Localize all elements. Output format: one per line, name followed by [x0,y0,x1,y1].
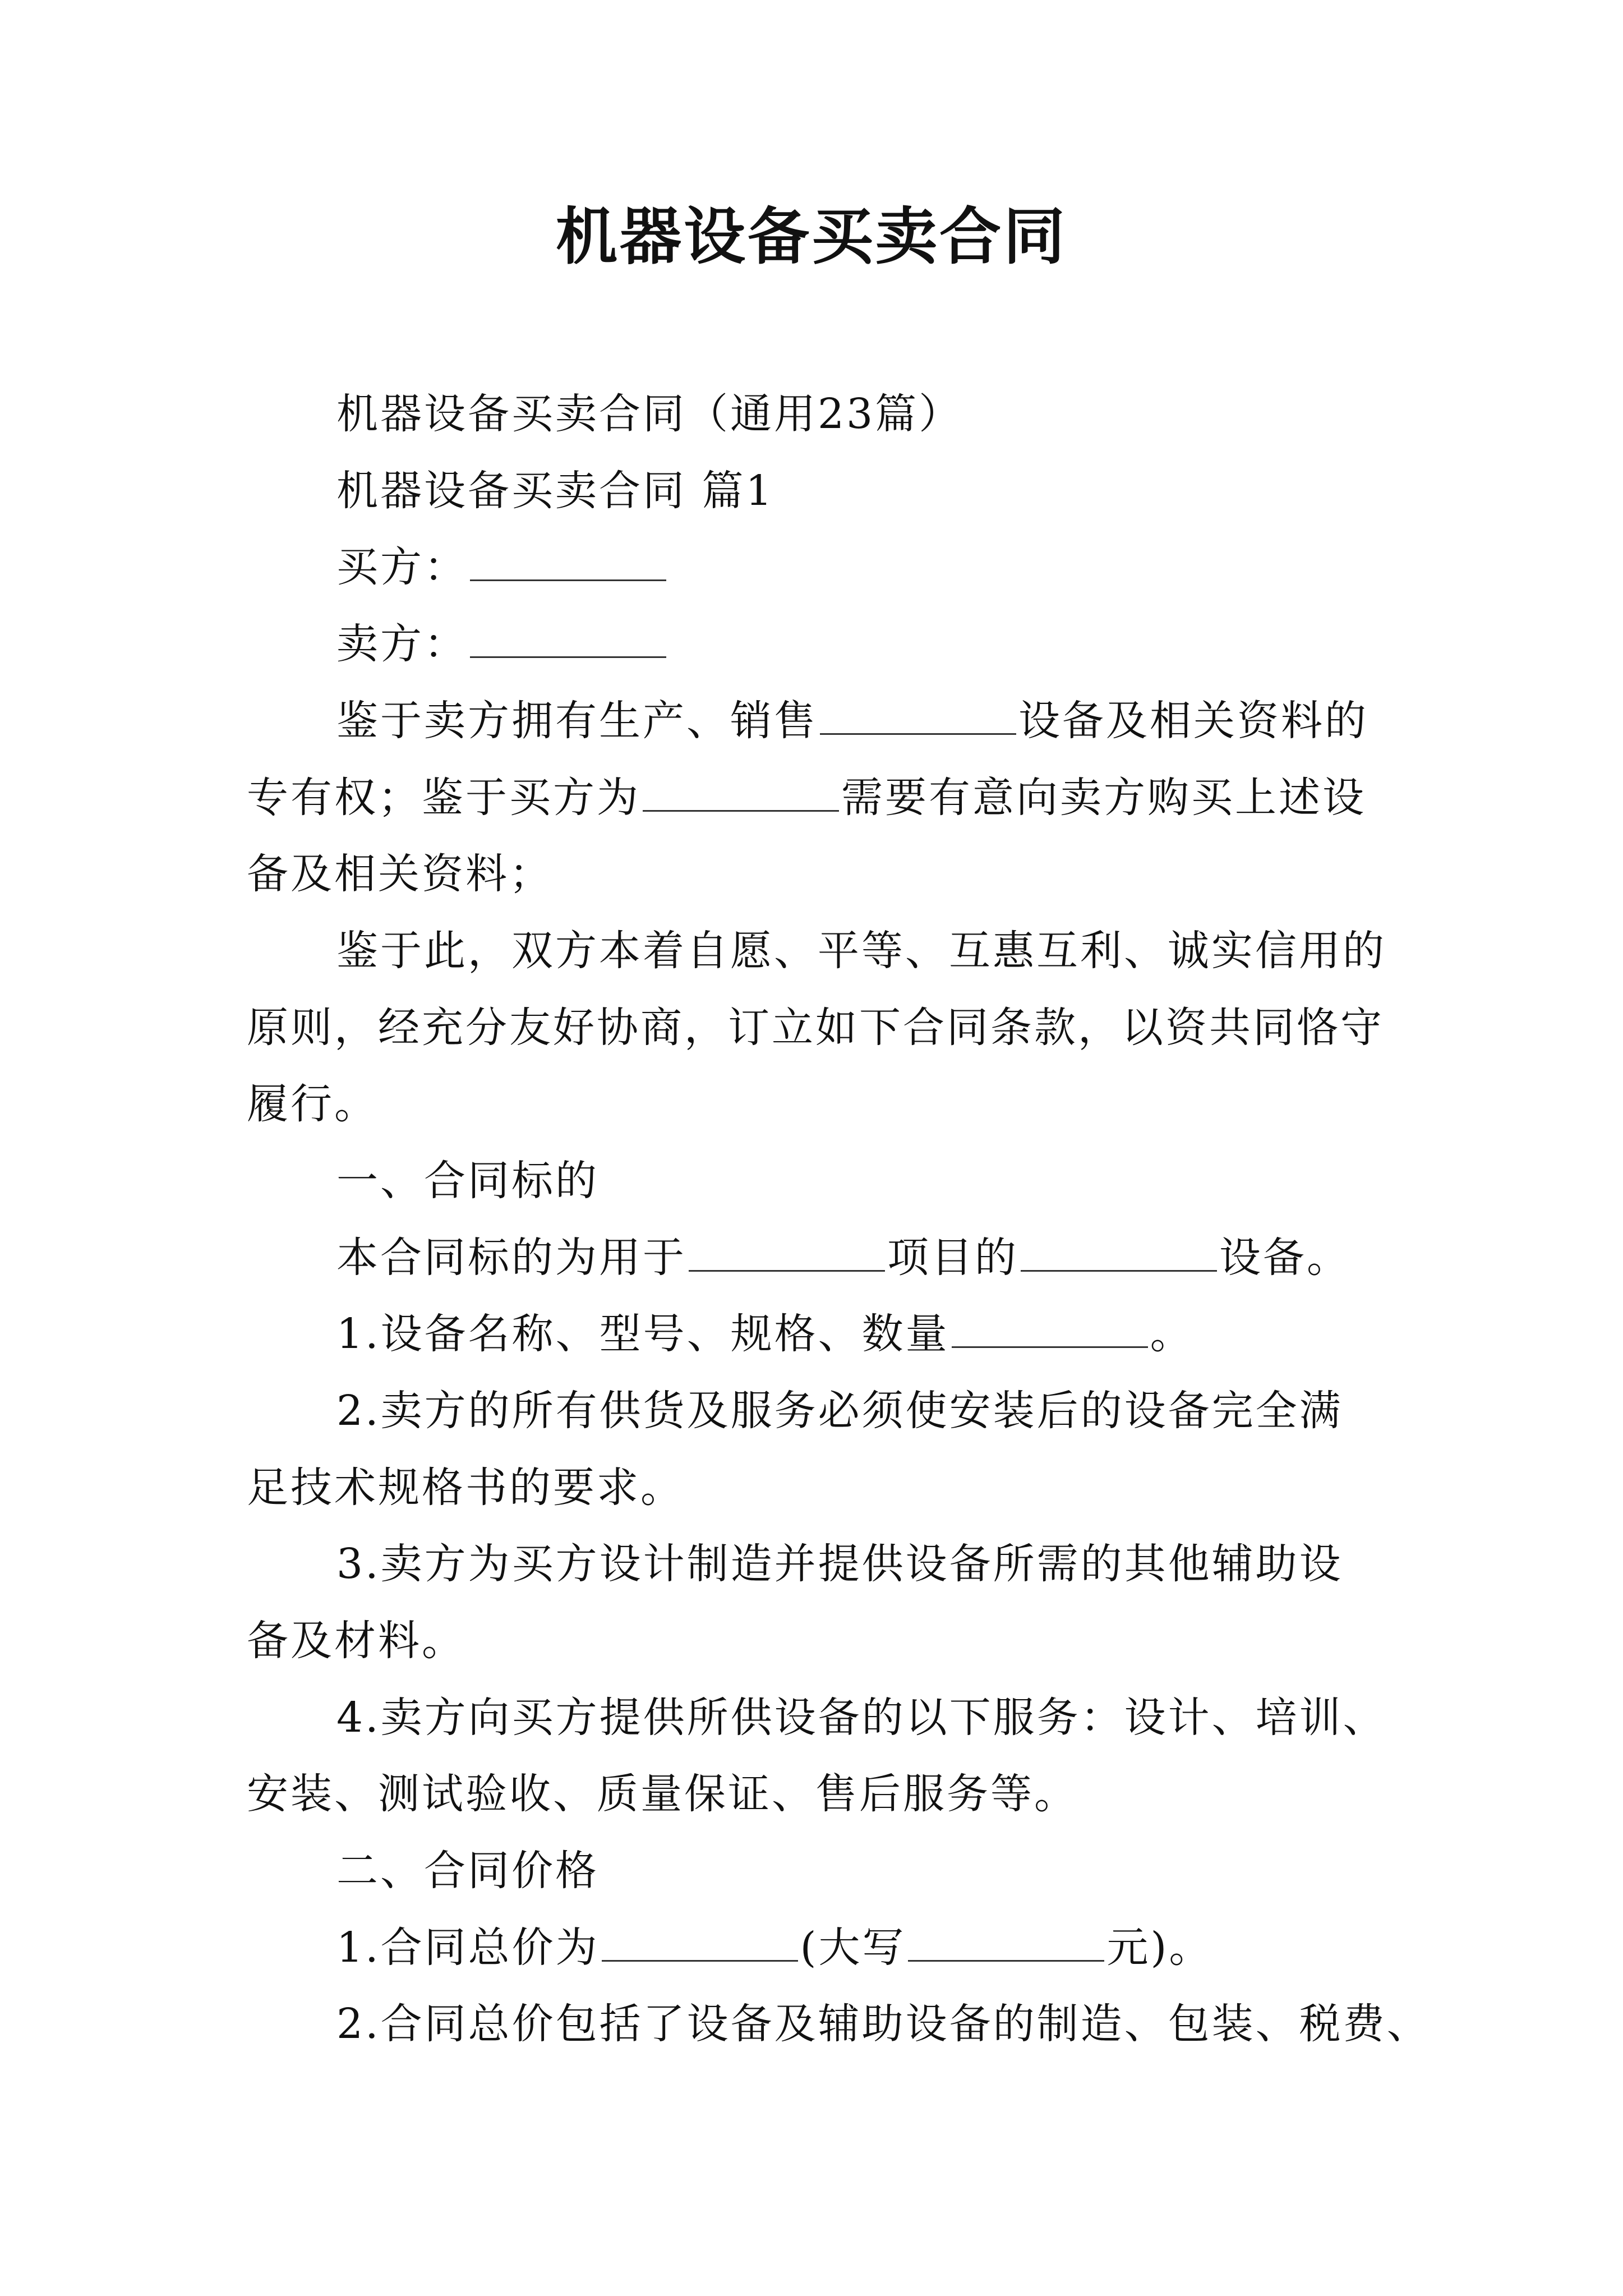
text-segment: 项目的 [887,1234,1018,1282]
paragraph-line [247,1766,1078,1822]
text-segment: 3.卖方为买方设计制造并提供设备所需的其他辅助设 [336,1540,1343,1588]
paragraph-line [247,1000,1384,1056]
seller-label: 卖方： [336,620,468,668]
text-segment: 元)。 [1106,1924,1213,1972]
buyer-line [336,539,668,595]
clause-heading-text: 二、合同价格 [336,1847,599,1895]
product-blank [820,697,1016,735]
seller-line [336,616,668,672]
text-segment: 4.卖方向买方提供所供设备的以下服务：设计、培训、 [336,1694,1387,1742]
paragraph-line [336,1306,1194,1362]
text-segment: 原则，经充分友好协商，订立如下合同条款，以资共同恪守 [247,1004,1384,1052]
text-segment: 安装、测试验收、质量保证、售后服务等。 [247,1770,1078,1818]
text-segment: 2.卖方的所有供货及服务必须使安装后的设备完全满 [336,1387,1343,1435]
text-segment: 1.合同总价为 [336,1924,600,1972]
section-heading-part1 [336,463,774,519]
subtitle-general [336,386,962,442]
text-segment: 需要有意向卖方购买上述设 [841,774,1366,822]
clause-heading-text: 一、合同标的 [336,1157,599,1205]
paragraph-line [336,1920,1212,1976]
text-segment: 。 [1150,1310,1194,1358]
paragraph-line [336,1230,1350,1286]
text-segment: 设备及相关资料的 [1018,697,1368,745]
text-segment: 备及相关资料； [247,850,553,898]
paragraph-line [336,1383,1343,1439]
paragraph-line [247,1613,465,1669]
project-blank [689,1234,885,1272]
text-segment: 1.设备名称、型号、规格、数量 [336,1310,949,1358]
paragraph-line [336,923,1386,979]
text-segment: (大写 [800,1924,906,1972]
text-segment: 足技术规格书的要求。 [247,1464,684,1512]
paragraph-line [247,1076,378,1132]
paragraph-line [336,1690,1387,1746]
text-segment: 鉴于此，双方本着自愿、平等、互惠互利、诚实信用的 [336,927,1386,975]
spec-blank [952,1310,1148,1348]
text-segment: 备及材料。 [247,1617,465,1665]
buyer-blank [470,544,666,581]
text-segment: 设备。 [1219,1234,1350,1282]
paragraph-line [247,1460,684,1516]
text-segment: 2.合同总价包括了设备及辅助设备的制造、包装、税费、 [336,2000,1431,2048]
clause-heading-1 [336,1153,599,1209]
equipment-blank [1021,1234,1217,1272]
paragraph-line [336,1996,1431,2052]
buyer-label: 买方： [336,543,468,591]
text-segment: 专有权；鉴于买方为 [247,774,640,822]
subtitle-text: 机器设备买卖合同（通用23篇） [336,390,963,438]
text-segment: 履行。 [247,1080,378,1128]
price-words-blank [908,1924,1104,1962]
paragraph-line [247,846,553,902]
purpose-blank [643,774,839,812]
paragraph-line [247,770,1366,826]
paragraph-line [336,1536,1343,1592]
text-segment: 鉴于卖方拥有生产、销售 [336,697,818,745]
price-blank [602,1924,798,1962]
document-title: 机器设备买卖合同 [556,200,1067,273]
text-segment: 本合同标的为用于 [336,1234,686,1282]
paragraph-line [336,693,1368,749]
section-heading-text: 机器设备买卖合同 篇1 [336,467,774,515]
clause-heading-2 [336,1843,599,1899]
seller-blank [470,620,666,658]
